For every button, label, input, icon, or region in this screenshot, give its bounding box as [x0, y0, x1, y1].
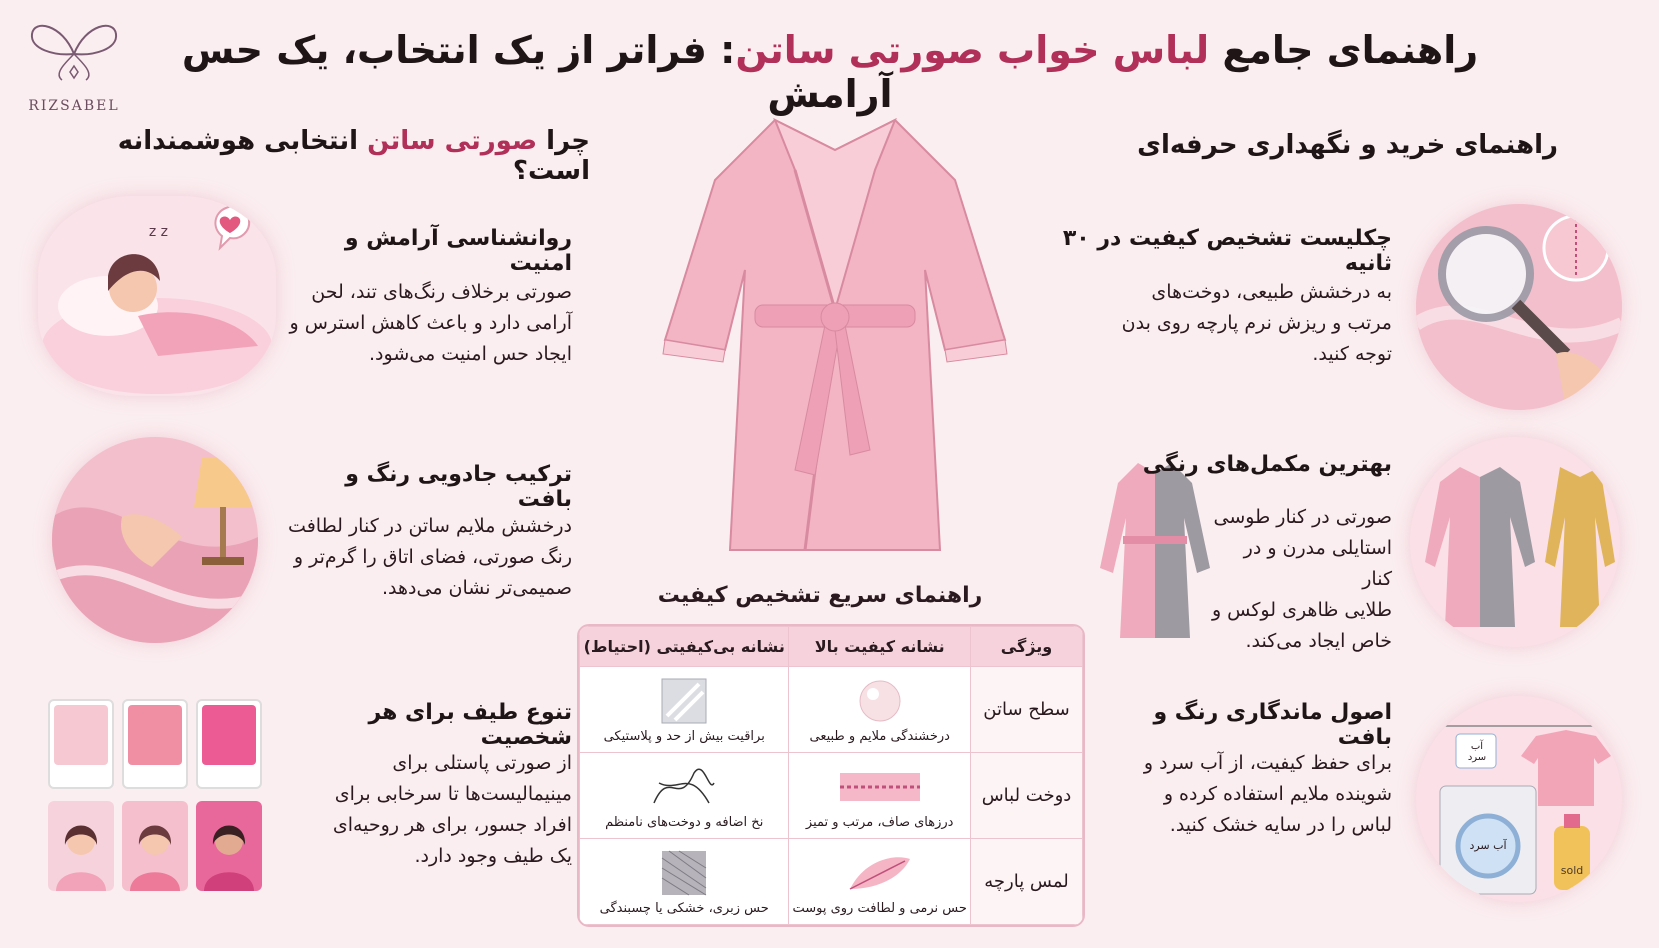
- row-feature: دوخت لباس: [971, 753, 1083, 839]
- magnifier-illustration: [1416, 204, 1622, 410]
- satin-lamp-illustration: [52, 437, 258, 643]
- cell-text: حس نرمی و لطافت روی پوست: [792, 901, 967, 916]
- right-section-1-title: چکلیست تشخیص کیفیت در ۳۰ ثانیه: [1062, 226, 1392, 276]
- left-section-1-body: [270, 277, 572, 370]
- table-row: [580, 839, 1083, 925]
- left-heading-part1: چرا: [537, 126, 590, 156]
- body-line: صورتی در کنار طوسی: [1213, 506, 1392, 528]
- body-line: رنگ صورتی، فضای اتاق را گرم‌تر و: [293, 546, 572, 568]
- lamp-and-satin-icon: [52, 437, 258, 643]
- quality-guide-title: راهنمای سریع تشخیص کیفیت: [657, 583, 983, 608]
- magnifier-icon: [1416, 204, 1622, 410]
- sleeping-woman-illustration: [38, 196, 276, 396]
- title-accent: لباس خواب صورتی ساتن: [735, 28, 1210, 72]
- cell-text: درزهای صاف، مرتب و تمیز: [805, 815, 954, 830]
- sleeping-woman-icon: [38, 196, 276, 396]
- row-high: [789, 839, 971, 925]
- quality-guide-table: [577, 624, 1085, 927]
- row-feature: سطح ساتن: [971, 667, 1083, 753]
- table-header-low: نشانه بی‌کیفیتی (احتیاط): [580, 627, 789, 667]
- cell-text: درخشندگی ملایم و طبیعی: [809, 729, 950, 744]
- body-line: لباس را در سایه خشک کنید.: [1169, 814, 1392, 836]
- body-line: شوینده ملایم استفاده کرده و: [1163, 783, 1392, 805]
- body-line: افراد جسور، برای هر روحیه‌ای: [332, 814, 572, 836]
- brand-name: RIZSABEL: [28, 98, 120, 114]
- woman-icon: [196, 801, 262, 891]
- table-row: [580, 753, 1083, 839]
- body-line: توجه کنید.: [1312, 343, 1392, 365]
- row-feature: لمس پارچه: [971, 839, 1083, 925]
- washing-machine-icon: [1416, 696, 1622, 902]
- table-header-high: نشانه کیفیت بالا: [789, 627, 971, 667]
- svg-text:z z: z z: [148, 224, 168, 240]
- neat-stitching-icon: [840, 769, 920, 805]
- pink-satin-robe-illustration: [645, 110, 1025, 580]
- title-part1: راهنمای جامع: [1209, 28, 1479, 72]
- woman-avatar-1: [48, 801, 114, 891]
- robe-pairing-illustration: [1410, 437, 1620, 647]
- body-line: مینیمالیست‌ها تا سرخابی برای: [334, 783, 572, 805]
- row-high: [789, 753, 971, 839]
- swatch-card-medium: [122, 699, 188, 789]
- body-line: به درخشش طبیعی، دوخت‌های: [1151, 281, 1392, 303]
- body-line: برای حفظ کیفیت، از آب سرد و: [1143, 752, 1392, 774]
- body-line: طلایی ظاهری لوکس و: [1211, 599, 1392, 621]
- pink-gray-robe-illustration: [1098, 458, 1212, 643]
- body-line: مرتب و ریزش نرم پارچه روی بدن: [1121, 312, 1392, 334]
- robe-pink-gray-icon: [1098, 458, 1212, 643]
- rough-fabric-icon: [659, 848, 709, 898]
- body-line: صورتی برخلاف رنگ‌های تند، لحن: [311, 281, 572, 303]
- left-section-2-body: [270, 511, 572, 604]
- laundry-illustration: [1416, 696, 1622, 902]
- title-part2: : فراتر از یک انتخاب، یک حس آرامش: [181, 28, 893, 116]
- woman-avatar-3: [196, 801, 262, 891]
- body-line: ایجاد حس امنیت می‌شود.: [369, 343, 572, 365]
- cell-text: براقیت بیش از حد و پلاستیکی: [603, 729, 765, 744]
- row-low: [580, 667, 789, 753]
- cell-text: حس زبری، خشکی یا چسبندگی: [599, 901, 769, 916]
- cell-text: نخ اضافه و دوخت‌های نامنظم: [605, 815, 764, 830]
- left-section-1-title: روانشناسی آرامش و امنیت: [344, 226, 572, 276]
- color-swatches-grid: [48, 699, 264, 899]
- right-section-2-title: بهترین مکمل‌های رنگی: [1142, 452, 1392, 477]
- robe-pairing-icon: [1410, 437, 1620, 647]
- butterfly-logo-icon: [24, 14, 124, 92]
- detergent-bottle-label: sold: [1560, 864, 1584, 877]
- left-section-3-body: [270, 748, 572, 872]
- body-line: درخشش ملایم ساتن در کنار لطافت: [288, 515, 572, 537]
- table-header-feature: ویژگی: [971, 627, 1083, 667]
- swatch-color-pastel: [54, 705, 108, 765]
- left-column-heading: [60, 126, 590, 186]
- body-line: صمیمی‌تر نشان می‌دهد.: [381, 577, 572, 599]
- body-line: از صورتی پاستلی برای: [392, 752, 572, 774]
- body-line: استایلی مدرن و در کنار: [1243, 537, 1392, 590]
- right-section-2-body: [1210, 502, 1392, 657]
- left-heading-part2: انتخابی هوشمندانه است؟: [117, 126, 590, 186]
- pearl-icon: [856, 677, 904, 725]
- swatch-color-medium: [128, 705, 182, 765]
- cold-water-machine-label: آب سرد: [1469, 839, 1507, 852]
- left-heading-accent: صورتی ساتن: [367, 126, 538, 156]
- row-low: [580, 753, 789, 839]
- left-section-2-title: ترکیب جادویی رنگ و بافت: [345, 462, 572, 512]
- right-section-1-body: [1080, 277, 1392, 370]
- woman-icon: [48, 801, 114, 891]
- plastic-shine-icon: [659, 676, 709, 726]
- right-column-heading: راهنمای خرید و نگهداری حرفه‌ای: [1137, 130, 1558, 160]
- woman-icon: [122, 801, 188, 891]
- robe-icon: [645, 110, 1025, 580]
- row-high: [789, 667, 971, 753]
- body-line: آرامی دارد و باعث کاهش استرس و: [289, 312, 572, 334]
- table-row: [580, 667, 1083, 753]
- loose-threads-icon: [649, 763, 719, 811]
- brand-logo: [14, 14, 134, 114]
- swatch-card-pastel: [48, 699, 114, 789]
- body-line: خاص ایجاد می‌کند.: [1245, 630, 1392, 652]
- right-section-3-body: [1080, 748, 1392, 841]
- feather-icon: [845, 849, 915, 897]
- swatch-color-magenta: [202, 705, 256, 765]
- woman-avatar-2: [122, 801, 188, 891]
- left-section-3-title: تنوع طیف برای هر شخصیت: [368, 700, 572, 750]
- swatch-card-magenta: [196, 699, 262, 789]
- right-section-3-title: اصول ماندگاری رنگ و بافت: [1153, 700, 1392, 750]
- cold-water-tag: آب سرد: [1467, 741, 1487, 763]
- page-title: [170, 28, 1490, 116]
- body-line: یک طیف وجود دارد.: [414, 845, 572, 867]
- row-low: [580, 839, 789, 925]
